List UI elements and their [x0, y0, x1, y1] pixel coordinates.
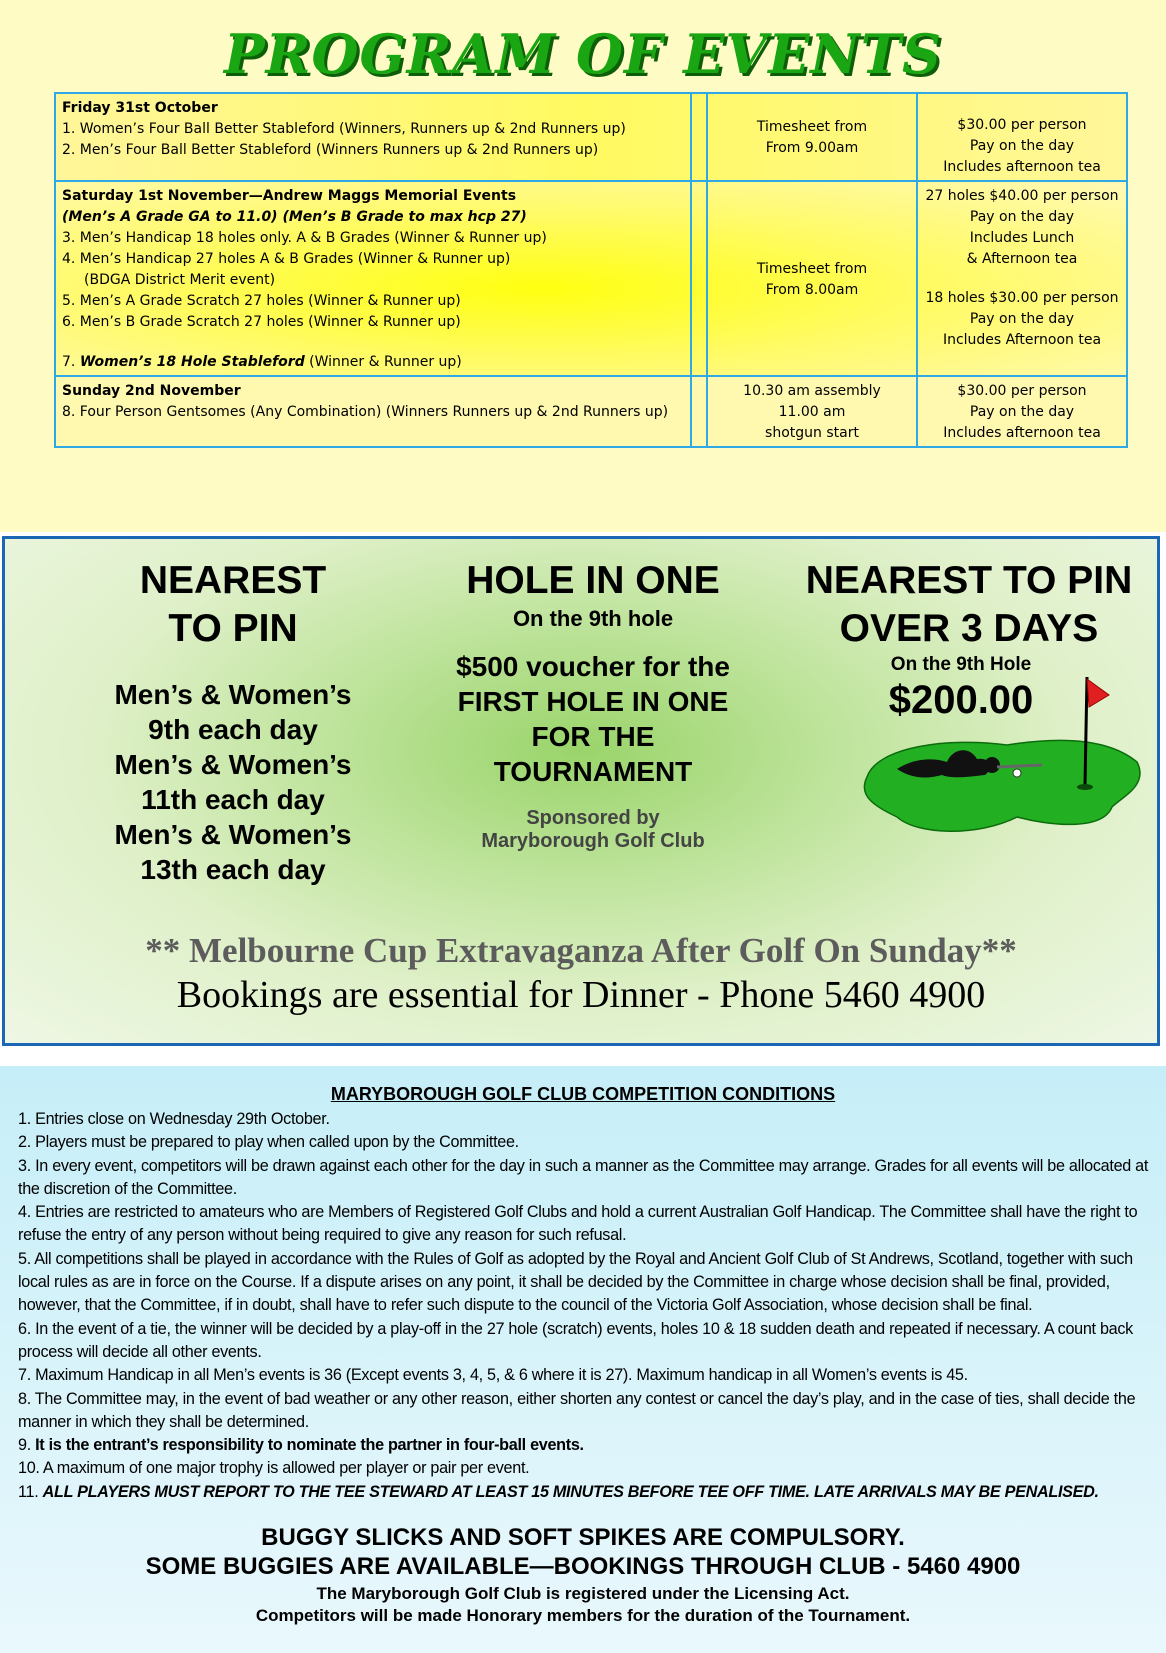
hio-line: TOURNAMENT [493, 756, 693, 787]
sponsor-label: Sponsored by [526, 807, 660, 829]
saturday-price-cell [917, 181, 1127, 376]
melbourne-cup-banner: ** Melbourne Cup Extravaganza After Golf On Sunday** [145, 931, 1017, 970]
condition-item: 7. Maximum Handicap in all Men’s events is 36 (Except events 3, 4, 5, & 6 where it is 27). Maximum handicap in all Women’s events is 45. [18, 1366, 968, 1385]
flagstick-icon [1085, 677, 1087, 785]
ntp-title: TO PIN [168, 607, 298, 650]
condition-number: 11. [18, 1482, 39, 1501]
ntp-line: Men’s & Women’s [114, 749, 352, 780]
conditions-title: MARYBOROUGH GOLF CLUB COMPETITION CONDITIONS [330, 1084, 836, 1104]
conditions-list [18, 1108, 1150, 1504]
condition-item [18, 1434, 1150, 1457]
saturday-time-cell [707, 181, 917, 376]
price-text: Includes afternoon tea [943, 425, 1101, 441]
putter-icon [997, 765, 1042, 767]
item-number: 7. [62, 354, 76, 370]
ntp3-subtitle: On the 9th Hole [890, 654, 1032, 675]
list-item: 4. Men’s Handicap 27 holes A & B Grades (Winner & Runner up) [62, 251, 511, 267]
spacer-cell [691, 181, 707, 376]
condition-item: 1. Entries close on Wednesday 29th October. [18, 1110, 330, 1128]
friday-time-cell [707, 93, 917, 181]
friday-heading: Friday 31st October [62, 100, 218, 116]
table-row-saturday [55, 181, 1127, 376]
time-text: 10.30 am assembly [743, 383, 881, 399]
price-text: Includes afternoon tea [943, 159, 1101, 175]
friday-events-cell [55, 93, 691, 181]
item-bold-text: Women’s 18 Hole Stableford [79, 354, 305, 370]
promo-section [2, 536, 1160, 1046]
ntp-title: NEAREST [139, 559, 327, 602]
condition-item: 5. All competitions shall be played in accordance with the Rules of Golf as adopted by the Royal and Ancient Golf Club of St Andrews, Scotland, together with such local rules as are in force on the Course. If a dispute arises on any point, it shall be decided by the Committee in charge whose decision shall be final, provided, however, that the Committee, if in doubt, shall have to refer such dispute to the council of the Victoria Golf Association, whose decision shall be final. [18, 1249, 1133, 1315]
price-text: Pay on the day [969, 209, 1075, 225]
ntp-line: 9th each day [148, 714, 318, 745]
list-item: 3. Men’s Handicap 18 holes only. A & B Grades (Winner & Runner up) [62, 230, 547, 246]
condition-item: 8. The Committee may, in the event of bad weather or any other reason, either shorten any contest or cancel the day’s play, and in the case of ties, shall decide the manner in which they shall be determined. [18, 1389, 1136, 1431]
price-text: 18 holes $30.00 per person [925, 290, 1119, 306]
saturday-events-cell [55, 181, 691, 376]
hio-line: $500 voucher for the [456, 651, 730, 682]
notice-line: SOME BUGGIES ARE AVAILABLE—BOOKINGS THROUGH CLUB - 5460 4900 [145, 1553, 1021, 1580]
hio-subtitle: On the 9th hole [512, 606, 674, 631]
golfer-illustration-icon [857, 667, 1147, 847]
ntp-line: 13th each day [140, 854, 326, 885]
time-text: From 9.00am [765, 140, 859, 156]
sunday-time-cell [707, 376, 917, 447]
condition-item: 4. Entries are restricted to amateurs who are Members of Registered Golf Clubs and hold a current Australian Golf Handicap. The Committee shall have the right to refuse the entry of any person without being required to give any reason for such refusal. [18, 1203, 1138, 1245]
list-item [62, 352, 684, 373]
sponsor-name: Maryborough Golf Club [481, 830, 705, 852]
condition-bold-text: It is the entrant’s responsibility to nominate the partner in four-ball events. [35, 1436, 584, 1455]
licensing-notice [0, 1583, 1166, 1627]
ntp-line: Men’s & Women’s [114, 679, 352, 710]
list-item: 5. Men’s A Grade Scratch 27 holes (Winner & Runner up) [62, 293, 461, 309]
friday-price-cell [917, 93, 1127, 181]
time-text: shotgun start [765, 425, 859, 441]
condition-item: 6. In the event of a tie, the winner will be decided by a play-off in the 27 hole (scratch) events, holes 10 & 18 sudden death and repeated if necessary. A count back process will decide all other events. [18, 1319, 1133, 1361]
page-title: PROGRAM OF EVENTS [224, 22, 942, 86]
hole-icon [1077, 784, 1093, 790]
price-text: Pay on the day [969, 138, 1075, 154]
hio-line: FOR THE [531, 721, 655, 752]
spacer-cell [691, 93, 707, 181]
ntp3-title: OVER 3 DAYS [839, 607, 1099, 650]
dinner-booking-text: Bookings are essential for Dinner - Phone 5460 4900 [176, 974, 986, 1016]
time-text: Timesheet from [756, 260, 868, 277]
sunday-heading: Sunday 2nd November [62, 383, 241, 399]
list-item: 1. Women’s Four Ball Better Stableford (Winners, Runners up & 2nd Runners up) [62, 121, 626, 137]
table-row-friday [55, 93, 1127, 181]
saturday-heading: Saturday 1st November—Andrew Maggs Memorial Events [62, 188, 517, 204]
price-text: $30.00 per person [957, 117, 1087, 133]
condition-item: 2. Players must be prepared to play when called upon by the Committee. [18, 1133, 519, 1152]
saturday-grades: (Men’s A Grade GA to 11.0) (Men’s B Grade to max hcp 27) [62, 209, 527, 225]
price-text: & Afternoon tea [966, 251, 1078, 267]
list-item: 2. Men’s Four Ball Better Stableford (Winners Runners up & 2nd Runners up) [62, 142, 599, 158]
ntp3-prize: $200.00 [888, 678, 1034, 722]
price-text: Includes Lunch [969, 230, 1075, 246]
red-flag-icon [1087, 679, 1109, 707]
golfer-head-icon [984, 757, 1000, 773]
price-text: Pay on the day [969, 311, 1075, 327]
spacer-cell [691, 376, 707, 447]
ntp3-title: NEAREST TO PIN [805, 559, 1133, 602]
compulsory-notice [0, 1523, 1166, 1581]
conditions-section [0, 1066, 1166, 1653]
price-text: Includes Afternoon tea [942, 332, 1102, 348]
condition-item: 3. In every event, competitors will be drawn against each other for the day in such a manner as the Committee may arrange. Grades for all events will be allocated at the discretion of the Committee. [18, 1156, 1149, 1198]
price-text: $30.00 per person [957, 383, 1087, 399]
price-text: 27 holes $40.00 per person [925, 188, 1119, 204]
events-table [54, 92, 1128, 448]
sunday-price-cell [917, 376, 1127, 447]
notice-line: The Maryborough Golf Club is registered under the Licensing Act. [316, 1584, 850, 1603]
notice-line: BUGGY SLICKS AND SOFT SPIKES ARE COMPULSORY. [261, 1524, 905, 1551]
price-text: Pay on the day [969, 404, 1075, 420]
condition-item [18, 1481, 1150, 1504]
condition-bold-text: ALL PLAYERS MUST REPORT TO THE TEE STEWARD AT LEAST 15 MINUTES BEFORE TEE OFF TIME. LATE ARRIVALS MAY BE PENALISED. [42, 1482, 1099, 1501]
list-item: 8. Four Person Gentsomes (Any Combination) (Winners Runners up & 2nd Runners up) [62, 404, 669, 420]
item-text: (Winner & Runner up) [309, 354, 462, 370]
notice-line: Competitors will be made Honorary members for the duration of the Tournament. [255, 1606, 911, 1625]
hio-line: FIRST HOLE IN ONE [457, 686, 729, 717]
condition-number: 9. [18, 1436, 31, 1455]
condition-item: 10. A maximum of one major trophy is allowed per player or pair per event. [18, 1459, 530, 1478]
time-text: Timesheet from [756, 119, 868, 135]
sunday-events-cell [55, 376, 691, 447]
table-row-sunday [55, 376, 1127, 447]
golf-ball-icon [1013, 769, 1021, 777]
list-item: 6. Men’s B Grade Scratch 27 holes (Winner & Runner up) [62, 314, 461, 330]
ntp-line: Men’s & Women’s [114, 819, 352, 850]
program-section [0, 0, 1166, 532]
hole-in-one-block [413, 557, 773, 853]
time-text: From 8.00am [765, 281, 859, 298]
hio-title: HOLE IN ONE [466, 559, 720, 602]
nearest-to-pin-block [63, 557, 403, 887]
list-item-note: (BDGA District Merit event) [84, 272, 276, 288]
time-text: 11.00 am [778, 404, 846, 420]
ntp-line: 11th each day [141, 784, 325, 815]
